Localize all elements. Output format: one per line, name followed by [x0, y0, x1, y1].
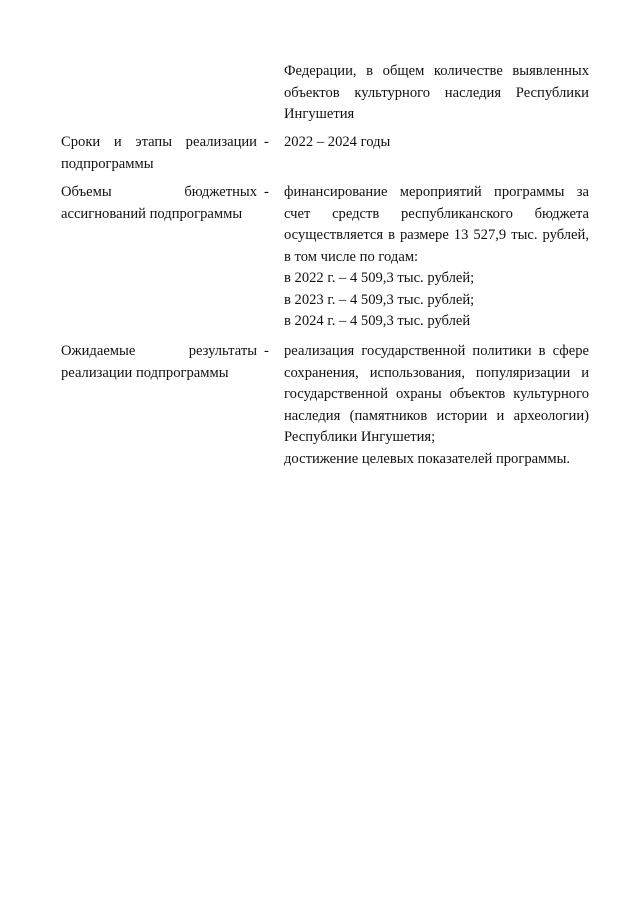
content-line: финансирование мероприятий программы за: [284, 184, 589, 200]
continuation-text: [284, 61, 589, 126]
label-line: подпрограммы: [61, 155, 154, 172]
content-line: достижение целевых показателей программы.: [284, 450, 571, 467]
row-dash: -: [264, 134, 269, 150]
content-line: государственной охраны объектов культурного: [284, 386, 589, 402]
label-line: реализации подпрограммы: [61, 364, 229, 381]
content-line: Республики Ингушетия;: [284, 429, 436, 445]
label-line: Ожидаемые результаты: [61, 343, 257, 359]
content-line: счет средств республиканского бюджета: [284, 205, 589, 222]
content-line: 2022 – 2024 годы: [284, 134, 391, 150]
content-line: сохранения, использования, популяризации и: [284, 364, 589, 381]
content-line: осуществляется в размере 13 527,9 тыс. рублей,: [284, 227, 589, 243]
row-content-budget: [284, 182, 589, 333]
label-line: Сроки и этапы реализации: [61, 134, 257, 150]
content-line: наследия (памятников истории и археологии): [284, 407, 589, 424]
row-label-budget: [61, 182, 257, 225]
content-line: в 2024 г. – 4 509,3 тыс. рублей: [284, 313, 471, 329]
continuation-line: Ингушетия: [284, 106, 355, 122]
content-line: реализация государственной политики в сфере: [284, 343, 589, 359]
continuation-line: Федерации, в общем количестве выявленных: [284, 63, 589, 79]
row-label-timeline: [61, 132, 257, 175]
label-line: ассигнований подпрограммы: [61, 205, 243, 222]
row-dash: -: [264, 343, 269, 359]
continuation-line: объектов культурного наследия Республики: [284, 84, 589, 101]
content-line: в том числе по годам:: [284, 248, 419, 265]
row-label-results: [61, 341, 257, 384]
row-content-timeline: [284, 132, 589, 154]
content-line: в 2022 г. – 4 509,3 тыс. рублей;: [284, 270, 475, 286]
content-line: в 2023 г. – 4 509,3 тыс. рублей;: [284, 291, 475, 308]
label-line: Объемы бюджетных: [61, 184, 257, 200]
row-content-results: [284, 341, 589, 470]
row-dash: -: [264, 184, 269, 200]
